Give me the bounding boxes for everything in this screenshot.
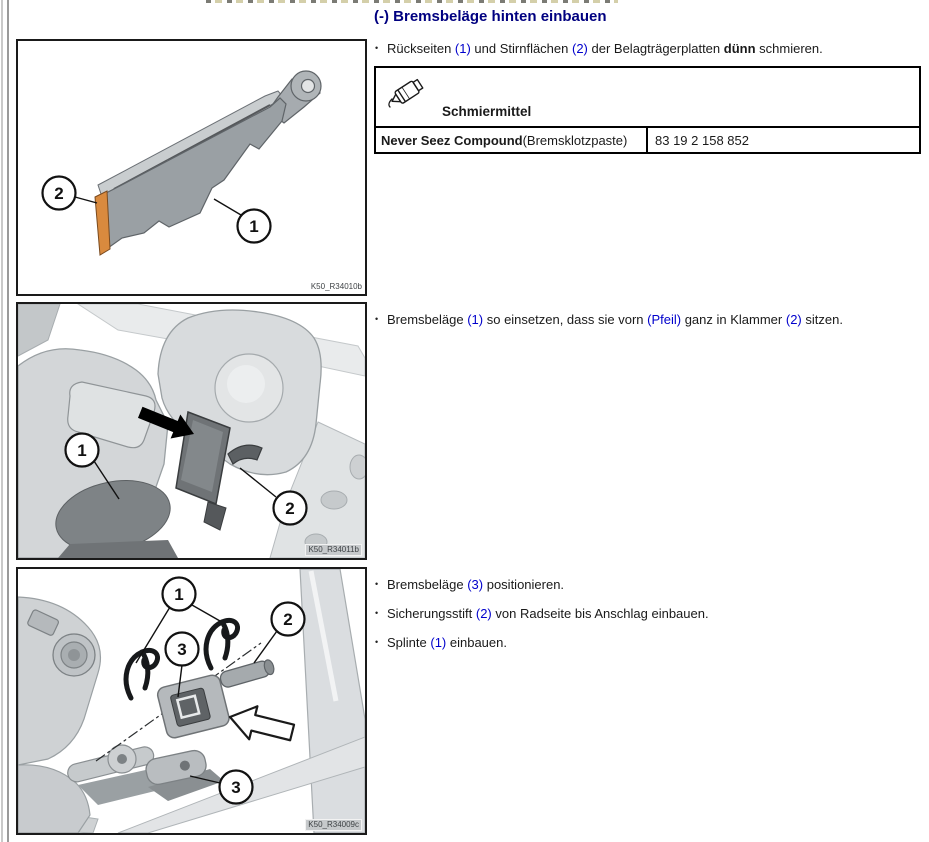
emphasis-text: dünn [723, 41, 756, 56]
text-segment: Bremsbeläge [387, 312, 468, 327]
clipped-previous-content [206, 0, 618, 3]
figure-caption: K50_R34009c [305, 819, 362, 831]
callout-2 [254, 603, 305, 664]
part-number: 83 19 2 158 852 [655, 132, 749, 148]
svg-text:1: 1 [174, 585, 184, 604]
reference-link[interactable]: (Pfeil) [647, 312, 682, 327]
text-segment: Rückseiten [387, 41, 455, 56]
caliper-insert-illustration [18, 304, 365, 558]
step-text [387, 635, 923, 650]
lubricant-table [374, 66, 921, 154]
svg-text:2: 2 [54, 184, 64, 203]
pad-orange-end-face [95, 191, 110, 255]
text-segment: positionieren. [483, 577, 565, 592]
svg-text:1: 1 [249, 217, 259, 236]
text-segment: Bremsbeläge [387, 577, 468, 592]
step-position-pads [375, 577, 923, 592]
text-segment: einbauen. [446, 635, 507, 650]
svg-text:3: 3 [231, 778, 241, 797]
figure-caption: K50_R34011b [305, 544, 362, 556]
reference-link[interactable]: (1) [467, 312, 484, 327]
step-insert-pads [375, 312, 923, 327]
reference-link[interactable]: (2) [475, 606, 492, 621]
text-segment: so einsetzen, dass sie vorn [483, 312, 648, 327]
text-segment: Sicherungsstift [387, 606, 476, 621]
lubricant-header-label: Schmiermittel [442, 104, 532, 119]
step-insert-securing-pin [375, 606, 923, 621]
step-text [387, 577, 923, 592]
svg-text:2: 2 [283, 610, 293, 629]
brake-pad-illustration [18, 41, 365, 294]
step-lubricate [375, 41, 923, 56]
bullet-icon: • [375, 314, 379, 324]
svg-text:3: 3 [177, 640, 187, 659]
lubricant-name: Never Seez Compound [381, 132, 523, 148]
svg-text:1: 1 [77, 441, 87, 460]
bullet-icon: • [375, 637, 379, 647]
bullet-icon: • [375, 43, 379, 53]
lubricant-row [376, 128, 919, 152]
step-text [387, 312, 923, 327]
text-segment: schmieren. [755, 41, 823, 56]
pin-install-illustration [18, 569, 365, 833]
svg-text:2: 2 [285, 499, 295, 518]
text-segment: von Radseite bis Anschlag einbauen. [491, 606, 709, 621]
reference-link[interactable]: (3) [467, 577, 484, 592]
cotter-pin-left [126, 650, 157, 698]
reference-link[interactable]: (2) [785, 312, 802, 327]
grease-tube-icon [386, 73, 430, 113]
reference-link[interactable]: (1) [430, 635, 447, 650]
callout-2 [43, 177, 98, 210]
figure-caption: K50_R34010b [310, 282, 362, 291]
figure-pin-installation[interactable] [16, 567, 367, 835]
figure-pad-insertion[interactable] [16, 302, 367, 560]
callout-1 [214, 199, 271, 243]
text-segment: Splinte [387, 635, 431, 650]
bullet-icon: • [375, 608, 379, 618]
pad-ear-hole [302, 80, 315, 93]
cotter-pin-right [206, 620, 237, 668]
text-segment: sitzen. [801, 312, 843, 327]
text-segment: und Stirnflächen [470, 41, 572, 56]
bullet-icon: • [375, 579, 379, 589]
text-segment: ganz in Klammer [681, 312, 786, 327]
step-insert-splints [375, 635, 923, 650]
lubricant-table-header [376, 68, 919, 128]
frame-border-inner [7, 0, 9, 842]
pad-retainer [156, 674, 231, 740]
step-text [387, 41, 923, 56]
reference-link[interactable]: (1) [454, 41, 471, 56]
lubricant-note: (Bremsklotzpaste) [522, 132, 628, 148]
text-segment: der Belagträgerplatten [587, 41, 724, 56]
securing-pin [219, 658, 276, 688]
reference-link[interactable]: (2) [572, 41, 588, 56]
frame-tube [300, 569, 365, 833]
direction-arrow [226, 701, 296, 749]
step-text [387, 606, 923, 621]
figure-brake-pad[interactable] [16, 39, 367, 296]
frame-border-outer [1, 0, 3, 842]
page-title: (-) Bremsbeläge hinten einbauen [374, 8, 607, 25]
